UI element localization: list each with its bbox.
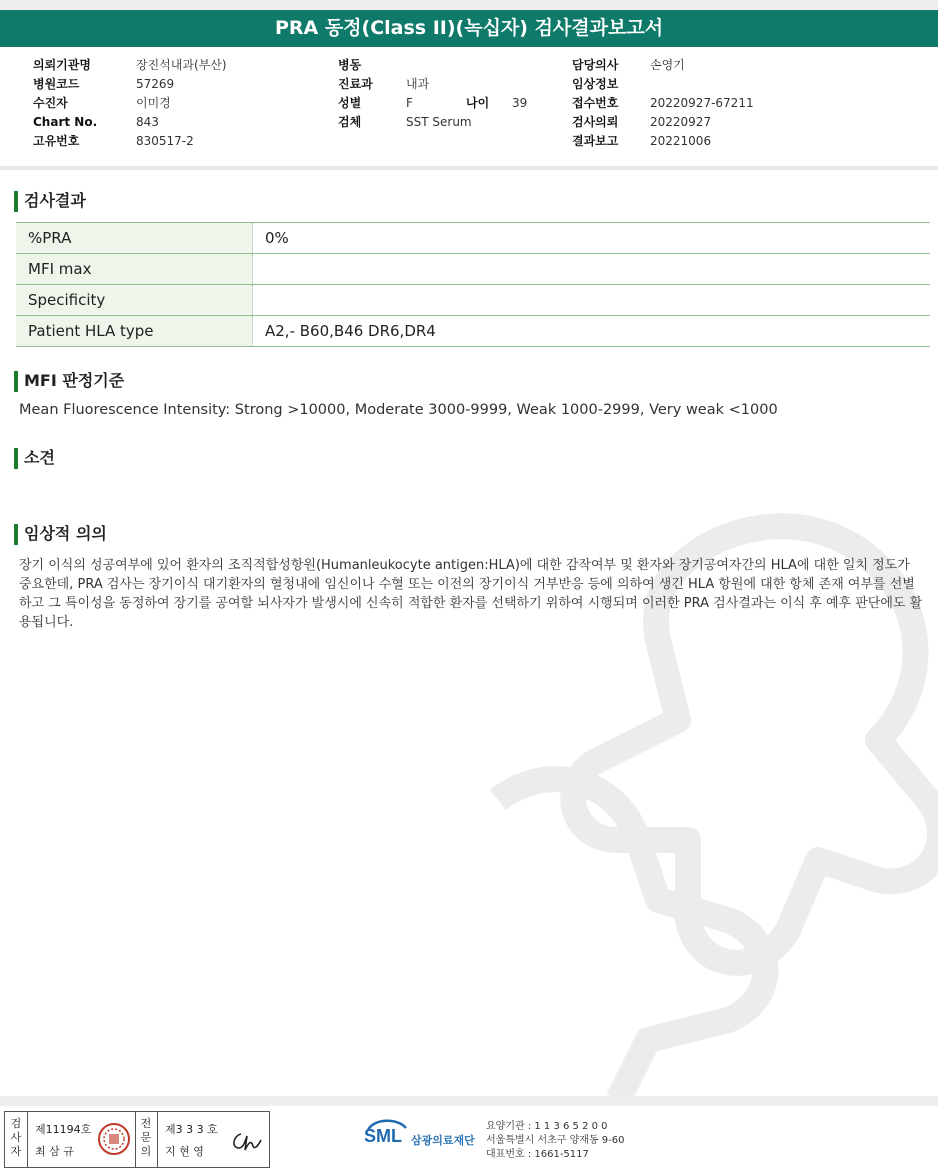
examiner-label-cell [5, 1112, 28, 1167]
header-divider [0, 166, 938, 170]
info-label: 접수번호 [572, 96, 619, 110]
info-label: 임상정보 [572, 77, 619, 91]
info-label: 나이 [466, 96, 490, 110]
info-value: 830517-2 [136, 134, 194, 148]
report-title: PRA 동정(Class II)(녹십자) 검사결과보고서 [0, 10, 938, 47]
table-row [16, 223, 930, 254]
org-contact-info [486, 1120, 625, 1162]
info-value: 장진석내과(부산) [136, 58, 227, 72]
section-title-results: 검사결과 [14, 190, 86, 212]
info-value: F [406, 96, 413, 110]
specialist-license: 제3 3 3 호 [165, 1123, 218, 1136]
info-label: 검체 [338, 115, 362, 129]
examiner-label: 검사자 [10, 1117, 22, 1158]
info-value: 20221006 [650, 134, 712, 148]
examiner-cell [27, 1112, 136, 1167]
patient-info-col1 [33, 56, 283, 151]
info-value: 이미경 [136, 96, 171, 110]
examiner-name: 최 삼 규 [35, 1145, 74, 1158]
info-label: 담당의사 [572, 58, 619, 72]
info-label: 고유번호 [33, 134, 80, 148]
signature-box [4, 1111, 270, 1168]
result-value: 0% [253, 223, 931, 254]
info-label: 의뢰기관명 [33, 58, 91, 72]
seal-stamp-icon [97, 1122, 131, 1156]
examiner-license: 제11194호 [35, 1123, 92, 1136]
section-title-clinical: 임상적 의의 [14, 523, 107, 545]
table-row [16, 316, 930, 347]
info-label: 결과보고 [572, 134, 619, 148]
result-item: Specificity [16, 285, 253, 316]
specialist-cell [157, 1112, 269, 1167]
logo-text: SML [364, 1126, 402, 1146]
mfi-criteria-text: Mean Fluorescence Intensity: Strong >10000, Moderate 3000-9999, Weak 1000-2999, Very weak <1000 [19, 402, 778, 418]
result-value: A2,- B60,B46 DR6,DR4 [253, 316, 931, 347]
info-value: 20220927-67211 [650, 96, 754, 110]
info-value: 내과 [406, 77, 430, 91]
result-item: Patient HLA type [16, 316, 253, 347]
info-value: 20220927 [650, 115, 712, 129]
clinical-significance-text: 장기 이식의 성공여부에 있어 환자의 조직적합성항원(Humanleukocyte antigen:HLA)에 대한 감작여부 및 환자와 장기공여자간의 HLA에 대한 일치 정도가 중요한데, PRA 검사는 장기이식 대기환자의 혈청내에 임신이나 수혈 또는 이전의 장기이식 거부반응 등에 의하여 생긴 HLA 항원에 대한 항체 존재 여부를 선별하고 그 특이성을 동정하여 장기를 공여할 뇌사자가 발생시에 신속히 적합한 환자를 선택하기 위하여 시행되며 이러한 PRA 검사결과는 이식 후 예후 판단에도 활용됩니다. [19, 558, 923, 630]
org-name: 삼광의료재단 [411, 1134, 475, 1147]
signature-icon [227, 1126, 267, 1156]
info-label: 성별 [338, 96, 362, 110]
info-value: SST Serum [406, 115, 472, 129]
section-title-mfi: MFI 판정기준 [14, 370, 124, 392]
info-label: 진료과 [338, 77, 373, 91]
patient-info-col3 [572, 56, 802, 151]
info-value: 57269 [136, 77, 175, 91]
org-info-line: 서울특별시 서초구 양재동 9-60 [486, 1135, 625, 1146]
info-label: 수진자 [33, 96, 68, 110]
specialist-label: 전문의 [140, 1117, 152, 1158]
info-value: 손영기 [650, 58, 685, 72]
results-table [16, 222, 930, 347]
info-value: 843 [136, 115, 159, 129]
footer-divider [0, 1096, 938, 1106]
result-item: %PRA [16, 223, 253, 254]
info-label: 병동 [338, 58, 362, 72]
specialist-name: 지 현 영 [165, 1145, 204, 1158]
info-value: 39 [512, 96, 528, 110]
patient-info-col2 [338, 56, 558, 132]
section-title-opinion: 소견 [14, 447, 55, 469]
result-value [253, 254, 931, 285]
info-label: 병원코드 [33, 77, 80, 91]
org-info-line: 대표번호 : 1661-5117 [486, 1149, 589, 1160]
info-label: 검사의뢰 [572, 115, 619, 129]
table-row [16, 285, 930, 316]
org-info-line: 요양기관 : 1 1 3 6 5 2 0 0 [486, 1121, 608, 1132]
result-value [253, 285, 931, 316]
table-row [16, 254, 930, 285]
result-item: MFI max [16, 254, 253, 285]
top-strip [0, 0, 938, 10]
specialist-label-cell [135, 1112, 158, 1167]
info-label: Chart No. [33, 115, 98, 129]
